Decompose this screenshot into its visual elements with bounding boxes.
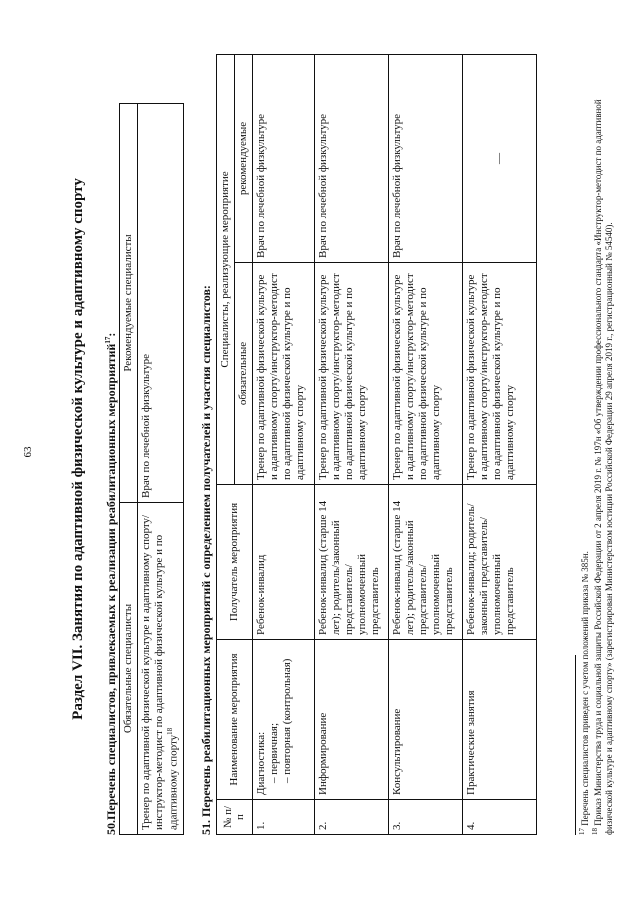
header-recommended-specialists: Рекомендуемые специалисты xyxy=(120,104,138,503)
row-required: Тренер по адаптивной физической культуре и адаптивному спорту/инструктор-методист по адаптивной физической культуре и по адаптивному спорту xyxy=(314,263,388,485)
footnote-17-text: Перечень специалистов приведен с учетом положений приказа № 385н. xyxy=(580,551,590,826)
row-recipient: Ребенок-инвалид xyxy=(252,485,314,640)
row-recommended: Врач по лечебной физкультуре xyxy=(252,54,314,262)
list50-heading-colon: : xyxy=(104,332,118,337)
table-row xyxy=(462,54,536,834)
row-recommended: — xyxy=(462,54,536,262)
measures-table-header-row-1 xyxy=(217,54,235,834)
header-specialists: Специалисты, реализующие мероприятие xyxy=(217,54,235,484)
row-required: Тренер по адаптивной физической культуре и адаптивному спорту/инструктор-методист по адаптивной физической культуре и по адаптивному спорту xyxy=(252,263,314,485)
footnote-17 xyxy=(578,551,591,835)
header-required: обязательные xyxy=(234,263,252,485)
row-num: 2. xyxy=(314,800,388,835)
row-recommended: Врач по лечебной физкультуре xyxy=(388,54,462,262)
row-measure-name xyxy=(252,640,314,800)
row-recommended: Врач по лечебной физкультуре xyxy=(314,54,388,262)
row-num: 4. xyxy=(462,800,536,835)
recommended-specialists-cell: Врач по лечебной физкультуре xyxy=(137,104,183,503)
table-row xyxy=(314,54,388,834)
row-recipient: Ребенок-инвалид; родитель/законный представитель/уполномоченный представитель xyxy=(462,485,536,640)
specialists-table xyxy=(119,103,184,835)
required-specialists-cell xyxy=(137,503,183,835)
measure-subitem: – первичная; xyxy=(268,644,281,783)
header-required-specialists: Обязательные специалисты xyxy=(120,503,138,835)
row-recipient: Ребенок-инвалид (старше 14 лет); родитель/законный представитель/уполномоченный представитель xyxy=(314,485,388,640)
list50-heading-text: 50.Перечень специалистов, привлекаемых к реализации реабилитационных мероприятий xyxy=(104,343,118,835)
row-measure-name: Консультирование xyxy=(388,640,462,800)
header-num: № п/п xyxy=(217,800,253,835)
specialists-table-row xyxy=(137,104,183,835)
footnote-divider xyxy=(575,655,576,835)
header-measure-name: Наименование мероприятия xyxy=(217,640,253,800)
footnote-17-mark: 17 xyxy=(578,828,586,835)
required-specialists-text: Тренер по адаптивной физической культуре и адаптивному спорту/ инструктор-методист по адаптивной физической культуре и по адаптивному спорту xyxy=(139,514,180,830)
row-num: 1. xyxy=(252,800,314,835)
footnote-18 xyxy=(591,60,616,835)
measure-name-text: Диагностика: xyxy=(254,731,267,795)
header-recommended: рекомендуемые xyxy=(234,54,252,262)
page-number: 63 xyxy=(22,446,34,458)
row-required: Тренер по адаптивной физической культуре и адаптивному спорту/инструктор-методист по адаптивной физической культуре и по адаптивному спорту xyxy=(462,263,536,485)
section-title: Раздел VII. Занятия по адаптивной физической культуре и адаптивному спорту xyxy=(70,178,86,720)
list50-heading xyxy=(104,333,118,835)
footnote-ref-18: 18 xyxy=(165,727,174,735)
measure-subitems xyxy=(268,644,294,795)
footnote-18-text: Приказ Министерства труда и социальной защиты Российской Федерации от 2 апреля 2019 г. № 197н «Об утверждении профессионального стандарта «Инструктор-методист по адаптивной физической культуре и адаптивному спорту» (зарегистрирован Министерством юстиции Российской Федерации 29 апреля 2019 г., регистрационный № 54540). xyxy=(593,99,615,835)
footnote-ref-17: 17 xyxy=(104,336,112,344)
table-row xyxy=(388,54,462,834)
row-num: 3. xyxy=(388,800,462,835)
footnote-18-mark: 18 xyxy=(591,828,599,835)
list51-heading: 51. Перечень реабилитационных мероприятий с определением получателей и участия специалистов: xyxy=(199,285,213,835)
row-measure-name: Информирование xyxy=(314,640,388,800)
header-recipient: Получатель мероприятия xyxy=(217,485,253,640)
specialists-table-header xyxy=(120,104,138,835)
row-required: Тренер по адаптивной физической культуре и адаптивному спорту/инструктор-методист по адаптивной физической культуре и по адаптивному спорту xyxy=(388,263,462,485)
table-row xyxy=(252,54,314,834)
row-measure-name: Практические занятия xyxy=(462,640,536,800)
row-recipient: Ребенок-инвалид (старше 14 лет); родитель/законный представитель/уполномоченный представитель xyxy=(388,485,462,640)
measure-subitem: – повторная (контрольная) xyxy=(281,644,294,783)
measures-table xyxy=(216,54,537,835)
